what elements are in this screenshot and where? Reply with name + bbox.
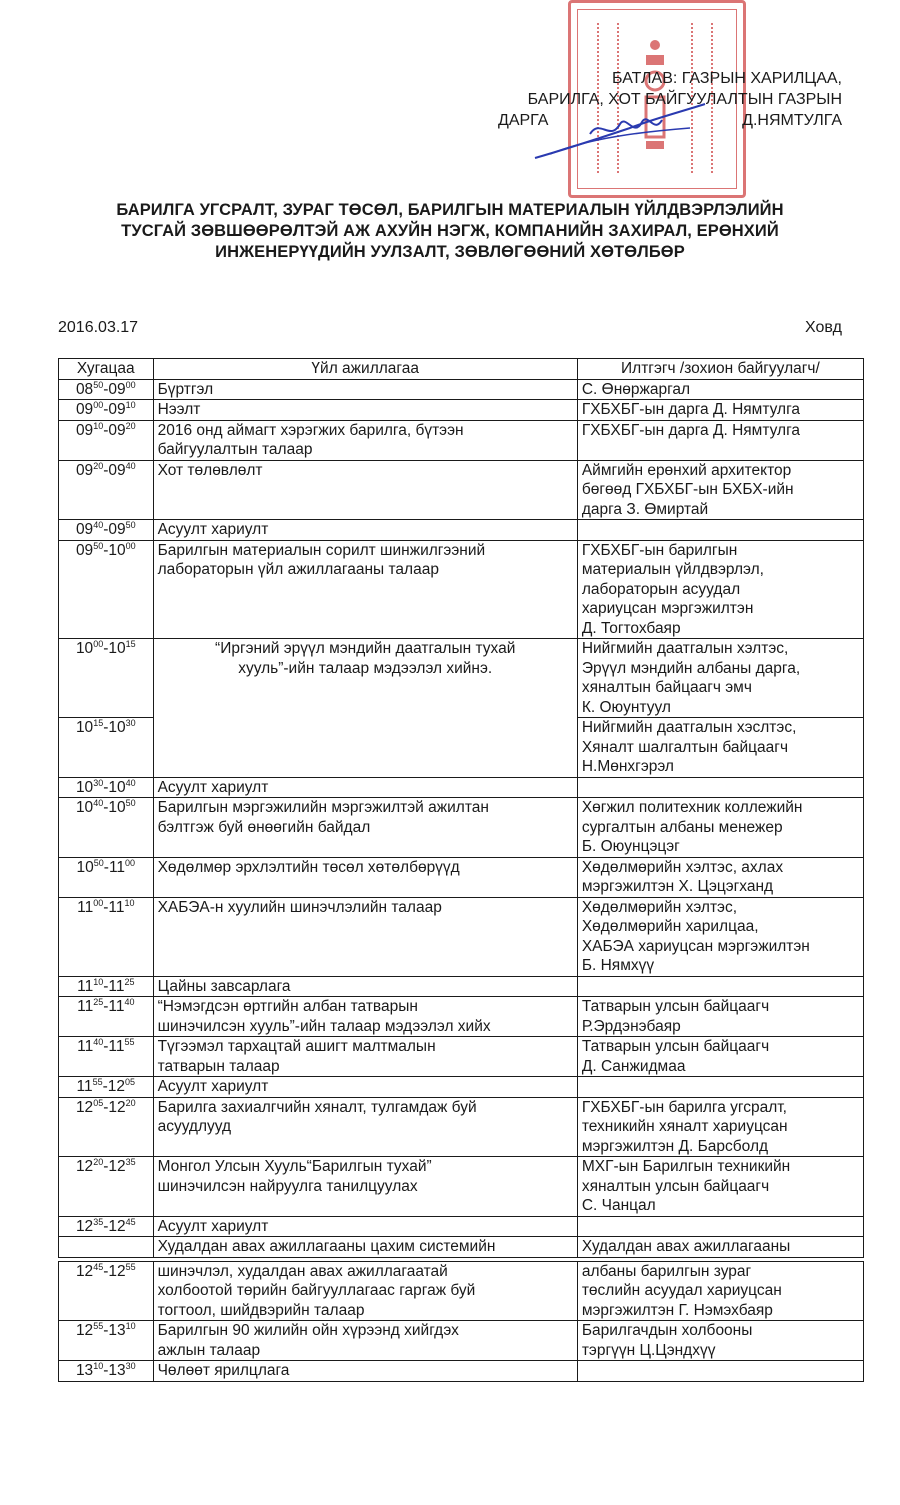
time-cell <box>59 1077 154 1098</box>
presenter-cell-line: Д. Санжидмаа <box>581 1057 686 1075</box>
time-cell <box>59 1037 154 1077</box>
time-end-hour: 09 <box>108 521 126 538</box>
activity-cell-line: шинэчлэл, худалдан авах ажиллагаатай <box>157 1262 448 1280</box>
time-cell <box>59 1361 154 1382</box>
presenter-cell <box>577 400 863 421</box>
presenter-cell-line: бөгөөд ГХБХБГ-ын БХБХ-ийн <box>581 481 794 498</box>
time-end-hour: 11 <box>108 858 126 876</box>
activity-cell-line: асуудлууд <box>157 1118 232 1135</box>
presenter-cell-line: Татварын улсын байцаагч <box>581 1038 770 1055</box>
time-end-minute: 10 <box>125 1321 136 1331</box>
table-row <box>59 777 864 798</box>
presenter-cell-line: Нийгмийн даатгалын хэслтэс, <box>581 719 797 736</box>
table-row <box>59 460 864 520</box>
activity-cell-line: лабораторын үйл ажиллагааны талаар <box>157 561 439 578</box>
activity-cell <box>153 460 577 520</box>
time-dash: - <box>103 1158 109 1175</box>
approval-position: ДАРГА <box>498 112 549 129</box>
activity-cell <box>153 1097 577 1157</box>
presenter-cell-line: С. Өнөржаргал <box>581 380 691 398</box>
time-end-minute: 25 <box>124 976 135 987</box>
time-end-minute: 45 <box>125 1216 136 1227</box>
title-line-2: ТУСГАЙ ЗӨВШӨӨРӨЛТЭЙ АЖ АХУЙН НЭГЖ, КОМПАНИЙН ЗАХИРАЛ, ЕРӨНХИЙ <box>121 222 779 240</box>
activity-cell-line: Монгол Улсын Хууль“Барилгын тухай” <box>157 1158 432 1175</box>
presenter-cell-line: ГХБХБГ-ын барилга угсралт, <box>581 1098 787 1116</box>
time-start-hour: 08 <box>75 380 94 398</box>
activity-cell-line: Асуулт хариулт <box>157 778 269 796</box>
presenter-cell-line: хяналтын улсын байцаагч <box>581 1177 770 1195</box>
time-dash: - <box>103 898 109 916</box>
presenter-cell-line: ГХБХБГ-ын дарга Д. Нямтулга <box>581 421 801 439</box>
time-start-hour: 10 <box>75 799 94 816</box>
presenter-cell <box>577 1077 863 1098</box>
time-dash: - <box>103 1217 109 1235</box>
time-start-minute: 10 <box>93 1361 104 1371</box>
presenter-cell-line: дарга З. Өмиртай <box>581 500 709 518</box>
time-start-hour: 10 <box>75 778 94 796</box>
time-cell <box>59 379 154 400</box>
time-start-hour: 11 <box>77 998 94 1015</box>
presenter-cell-line: мэргэжилтэн Д. Барсболд <box>581 1137 769 1155</box>
activity-cell <box>153 1216 577 1237</box>
time-end-minute: 00 <box>125 379 136 390</box>
presenter-cell-line: К. Оюунтуул <box>581 698 671 716</box>
time-end-hour: 09 <box>108 380 126 398</box>
presenter-cell-line: Барилгачдын холбооны <box>581 1322 753 1339</box>
activity-cell-line: Асуулт хариулт <box>157 1078 269 1095</box>
time-end-minute: 20 <box>125 420 136 431</box>
header-activity: Үйл ажиллагаа <box>153 359 577 380</box>
activity-cell-line: Барилга захиалгчийн хяналт, тулгамдаж буй <box>157 1098 477 1116</box>
time-end-minute: 55 <box>125 1261 136 1272</box>
approval-line-3 <box>486 110 842 131</box>
activity-cell-line: Барилгын мэргэжилийн мэргэжилтэй ажилтан <box>157 799 489 816</box>
time-cell <box>59 420 154 460</box>
time-dash: - <box>103 858 109 876</box>
approval-line-2: БАРИЛГА, ХОТ БАЙГУУЛАЛТЫН ГАЗРЫН <box>527 91 842 108</box>
time-cell <box>59 777 154 798</box>
presenter-cell <box>577 520 863 541</box>
presenter-cell-line: Р.Эрдэнэбаяр <box>581 1017 681 1035</box>
presenter-cell <box>577 777 863 798</box>
table-row <box>59 1157 864 1217</box>
activity-cell-line: Барилгын материалын сорилт шинжилгээний <box>157 541 486 559</box>
time-start-hour: 12 <box>75 1158 94 1175</box>
activity-cell <box>153 1361 577 1382</box>
activity-cell-line: Нээлт <box>157 401 201 418</box>
activity-cell-line: Түгээмэл тархацтай ашигт малтмалын <box>157 1038 436 1055</box>
time-end-minute: 40 <box>125 777 136 788</box>
time-cell <box>59 798 154 858</box>
time-start-minute: 35 <box>93 1216 104 1227</box>
activity-cell-line: 2016 онд аймагт хэрэгжих барилга, бүтээн <box>157 421 464 439</box>
time-cell <box>59 1237 154 1258</box>
activity-cell <box>153 1321 577 1361</box>
activity-cell-line: Хөдөлмөр эрхлэлтийн төсөл хөтөлбөрүүд <box>157 858 460 876</box>
presenter-cell-line: албаны барилгын зураг <box>581 1262 752 1280</box>
presenter-cell-line: лабораторын асуудал <box>581 580 741 598</box>
time-cell <box>59 857 154 897</box>
table-row <box>59 1037 864 1077</box>
activity-cell-line: Асуулт хариулт <box>157 521 269 538</box>
presenter-cell <box>577 857 863 897</box>
time-end-hour: 11 <box>108 977 125 995</box>
time-start-hour: 09 <box>75 421 94 439</box>
time-dash: - <box>103 778 109 796</box>
activity-cell-line: Асуулт хариулт <box>157 1217 269 1235</box>
time-end-hour: 11 <box>108 1038 125 1055</box>
document-place: Ховд <box>804 319 842 336</box>
presenter-cell <box>577 1037 863 1077</box>
time-end-hour: 10 <box>108 541 126 559</box>
time-end-hour: 10 <box>108 799 126 816</box>
table-row <box>59 1216 864 1237</box>
time-end-minute: 00 <box>125 540 136 551</box>
time-start-hour: 09 <box>75 541 94 559</box>
presenter-cell-line: Хяналт шалгалтын байцаагч <box>581 738 789 756</box>
table-row <box>59 1237 864 1258</box>
time-end-minute: 10 <box>125 400 136 410</box>
approval-line-1: БАТЛАВ: ГАЗРЫН ХАРИЛЦАА, <box>612 70 842 87</box>
presenter-cell-line: ХАБЭА хариуцсан мэргэжилтэн <box>581 937 810 955</box>
table-header-row <box>59 359 864 380</box>
activity-cell-line: шинэчилсэн хууль”-ийн талаар мэдээлэл хийх <box>157 1017 491 1035</box>
time-end-minute: 10 <box>124 897 135 908</box>
activity-cell-line: Барилгын 90 жилийн ойн хүрээнд хийгдэх <box>157 1322 459 1339</box>
time-start-hour: 10 <box>76 858 94 876</box>
time-start-hour: 13 <box>75 1362 94 1379</box>
presenter-cell-line: МХГ-ын Барилгын техникийн <box>581 1158 791 1175</box>
presenter-cell <box>577 1361 863 1382</box>
table-row <box>59 976 864 997</box>
presenter-cell-line: Н.Мөнхгэрэл <box>581 758 674 775</box>
presenter-cell-line: Б. Оюунцэцэг <box>581 838 680 855</box>
time-cell <box>59 976 154 997</box>
activity-cell <box>153 1037 577 1077</box>
activity-cell-line: Цайны завсарлага <box>157 977 291 995</box>
presenter-cell-line: Хөгжил политехник коллежийн <box>581 799 803 816</box>
presenter-cell-line: Д. Тогтохбаяр <box>581 619 681 637</box>
activity-cell <box>153 520 577 541</box>
presenter-cell <box>577 718 863 778</box>
presenter-cell-line: төслийн асуудал хариуцсан <box>581 1282 782 1299</box>
time-start-hour: 11 <box>77 977 94 995</box>
table-row <box>59 1361 864 1382</box>
time-start-minute: 40 <box>93 1037 104 1047</box>
time-dash: - <box>103 380 109 398</box>
time-start-minute: 55 <box>92 1077 103 1087</box>
time-end-minute: 40 <box>125 460 136 471</box>
time-dash: - <box>103 461 109 479</box>
activity-cell <box>153 1261 577 1321</box>
activity-cell <box>153 420 577 460</box>
table-row <box>59 857 864 897</box>
time-end-minute: 15 <box>125 639 136 649</box>
activity-cell-line: “Иргэний эрүүл мэндийн даатгалын тухай <box>215 640 516 657</box>
time-start-minute: 05 <box>93 1097 104 1108</box>
header-presenter: Илтгэгч /зохион байгуулагч/ <box>577 359 863 380</box>
time-start-minute: 40 <box>93 798 104 808</box>
activity-cell-line: бэлтгэж буй өнөөгийн байдал <box>157 818 371 836</box>
time-dash: - <box>103 1322 109 1339</box>
time-start-minute: 00 <box>93 897 104 908</box>
time-end-minute: 55 <box>124 1037 135 1047</box>
presenter-cell-line: Нийгмийн даатгалын хэлтэс, <box>581 640 789 657</box>
time-start-minute: 50 <box>93 540 104 551</box>
activity-cell-line: Худалдан авах ажиллагааны цахим системийн <box>157 1238 496 1255</box>
time-start-minute: 20 <box>93 460 104 471</box>
time-start-minute: 10 <box>93 976 104 987</box>
time-cell <box>59 1097 154 1157</box>
table-row <box>59 897 864 976</box>
time-dash: - <box>102 1078 108 1095</box>
activity-cell <box>153 639 577 778</box>
time-end-hour: 11 <box>108 998 125 1015</box>
time-end-hour: 13 <box>108 1322 126 1339</box>
activity-cell <box>153 540 577 639</box>
presenter-cell-line: Хөдөлмөрийн харилцаа, <box>581 918 759 935</box>
activity-cell-line: Хот төлөвлөлт <box>157 461 263 479</box>
time-dash: - <box>103 719 109 736</box>
time-start-minute: 50 <box>93 379 104 390</box>
time-start-hour: 12 <box>75 1322 94 1339</box>
time-end-hour: 12 <box>107 1078 126 1095</box>
title-line-3: ИНЖЕНЕРҮҮДИЙН УУЛЗАЛТ, ЗӨВЛӨГӨӨНИЙ ХӨТӨЛБӨР <box>215 243 685 261</box>
activity-cell <box>153 1157 577 1217</box>
table-row <box>59 540 864 639</box>
activity-cell <box>153 400 577 421</box>
time-cell <box>59 400 154 421</box>
table-row <box>59 379 864 400</box>
time-end-hour: 10 <box>108 640 126 657</box>
time-cell <box>59 1261 154 1321</box>
presenter-cell <box>577 379 863 400</box>
presenter-cell-line: мэргэжилтэн Г. Нэмэхбаяр <box>581 1301 773 1319</box>
time-cell <box>59 997 154 1037</box>
time-cell <box>59 1321 154 1361</box>
presenter-cell-line: техникийн хяналт хариуцсан <box>581 1118 788 1135</box>
time-start-minute: 00 <box>93 639 104 649</box>
time-start-minute: 10 <box>93 420 104 431</box>
presenter-cell <box>577 976 863 997</box>
title-line-1: БАРИЛГА УГСРАЛТ, ЗУРАГ ТӨСӨЛ, БАРИЛГЫН МАТЕРИАЛЫН ҮЙЛДВЭРЛЭЛИЙН <box>116 201 784 219</box>
presenter-cell-line: хяналтын байцаагч эмч <box>581 679 752 696</box>
time-end-hour: 12 <box>108 1262 126 1280</box>
presenter-cell-line: Эрүүл мэндийн албаны дарга, <box>581 659 801 677</box>
time-end-minute: 05 <box>125 1077 136 1087</box>
presenter-cell-line: С. Чанцал <box>581 1197 656 1214</box>
time-start-minute: 45 <box>93 1261 104 1272</box>
activity-cell <box>153 857 577 897</box>
time-end-hour: 12 <box>108 1098 126 1116</box>
activity-cell-line: шинэчилсэн найруулга танилцуулах <box>157 1177 418 1195</box>
document-date: 2016.03.17 <box>58 319 139 336</box>
activity-cell-line: хууль”-ийн талаар мэдээлэл хийнэ. <box>238 659 493 677</box>
presenter-cell <box>577 1237 863 1258</box>
activity-cell-line: Чөлөөт ярилцлага <box>157 1362 290 1379</box>
time-start-minute: 30 <box>93 777 104 788</box>
time-start-minute: 55 <box>93 1321 104 1331</box>
time-start-hour: 09 <box>75 521 94 538</box>
table-row <box>59 1097 864 1157</box>
header-time: Хугацаа <box>59 359 154 380</box>
time-start-hour: 09 <box>75 461 94 479</box>
time-start-hour: 10 <box>75 640 94 657</box>
time-cell <box>59 540 154 639</box>
time-cell <box>59 718 154 778</box>
time-start-hour: 10 <box>75 719 94 736</box>
time-end-hour: 13 <box>108 1362 126 1379</box>
time-start-minute: 50 <box>93 857 104 868</box>
activity-cell-line: ажлын талаар <box>157 1341 261 1359</box>
schedule-table <box>58 358 864 1382</box>
time-cell <box>59 520 154 541</box>
time-start-minute: 00 <box>93 400 104 410</box>
time-cell <box>59 460 154 520</box>
time-dash: - <box>103 799 109 816</box>
table-row <box>59 400 864 421</box>
activity-cell <box>153 777 577 798</box>
presenter-cell <box>577 1157 863 1217</box>
document-title <box>0 200 900 263</box>
time-start-minute: 40 <box>93 520 104 530</box>
presenter-cell-line: хариуцсан мэргэжилтэн <box>581 600 754 617</box>
time-end-hour: 10 <box>108 719 126 736</box>
presenter-cell <box>577 1321 863 1361</box>
activity-cell-line: татварын талаар <box>157 1057 280 1075</box>
activity-cell-line: ХАБЭА-н хуулийн шинэчлэлийн талаар <box>157 898 442 916</box>
activity-cell-line: “Нэмэгдсэн өртгийн албан татварын <box>157 998 418 1015</box>
time-cell <box>59 1216 154 1237</box>
activity-cell <box>153 976 577 997</box>
time-start-minute: 20 <box>93 1157 104 1167</box>
time-dash: - <box>103 541 109 559</box>
time-dash: - <box>103 521 109 538</box>
activity-cell-line: холбоотой төрийн байгууллагаас гаргаж буй <box>157 1282 476 1299</box>
time-start-minute: 15 <box>93 718 104 728</box>
presenter-cell <box>577 997 863 1037</box>
presenter-cell-line: Аймгийн ерөнхий архитектор <box>581 461 792 479</box>
time-start-hour: 12 <box>75 1098 94 1116</box>
time-end-minute: 30 <box>125 718 136 728</box>
activity-cell <box>153 1237 577 1258</box>
time-cell <box>59 1157 154 1217</box>
approval-name: Д.НЯМТУЛГА <box>742 112 842 129</box>
time-start-hour: 12 <box>75 1217 94 1235</box>
presenter-cell-line: материалын үйлдвэрлэл, <box>581 561 764 578</box>
time-cell <box>59 639 154 718</box>
presenter-cell <box>577 1216 863 1237</box>
time-end-minute: 40 <box>124 997 135 1007</box>
time-end-hour: 11 <box>108 898 125 916</box>
time-dash: - <box>103 401 109 418</box>
presenter-cell-line: тэргүүн Ц.Цэндхүү <box>581 1341 716 1359</box>
activity-cell-line: Бүртгэл <box>157 380 214 398</box>
activity-cell <box>153 897 577 976</box>
time-dash: - <box>103 640 109 657</box>
table-row <box>59 1077 864 1098</box>
time-start-minute: 25 <box>93 997 104 1007</box>
time-dash: - <box>103 977 109 995</box>
presenter-cell <box>577 798 863 858</box>
presenter-cell-line: Хөдөлмөрийн хэлтэс, ахлах <box>581 858 784 876</box>
table-row <box>59 798 864 858</box>
table-row <box>59 639 864 718</box>
presenter-cell-line: Хөдөлмөрийн хэлтэс, <box>581 898 738 916</box>
time-dash: - <box>103 421 109 439</box>
time-dash: - <box>103 1038 109 1055</box>
time-end-minute: 50 <box>125 520 136 530</box>
presenter-cell-line: Б. Нямхүү <box>581 957 655 974</box>
table-row <box>59 1321 864 1361</box>
time-start-hour: 12 <box>75 1262 94 1280</box>
table-row <box>59 997 864 1037</box>
time-end-hour: 09 <box>108 461 126 479</box>
presenter-cell <box>577 540 863 639</box>
time-end-hour: 12 <box>108 1158 126 1175</box>
time-cell <box>59 897 154 976</box>
presenter-cell-line: ГХБХБГ-ын барилгын <box>581 541 738 559</box>
time-start-hour: 11 <box>76 1078 93 1095</box>
presenter-cell-line: сургалтын албаны менежер <box>581 818 783 836</box>
time-end-minute: 30 <box>125 1361 136 1371</box>
presenter-cell-line: Татварын улсын байцаагч <box>581 998 770 1015</box>
presenter-cell <box>577 1261 863 1321</box>
activity-cell-line: байгуулалтын талаар <box>157 441 313 458</box>
time-end-hour: 09 <box>108 421 126 439</box>
time-dash: - <box>103 1362 109 1379</box>
activity-cell <box>153 1077 577 1098</box>
time-end-hour: 10 <box>108 778 126 796</box>
presenter-cell-line: мэргэжилтэн Х. Цэцэгханд <box>581 878 774 895</box>
time-dash: - <box>103 1098 109 1116</box>
approval-block <box>486 68 842 131</box>
presenter-cell <box>577 639 863 718</box>
time-dash: - <box>103 1262 109 1280</box>
time-end-minute: 20 <box>125 1097 136 1108</box>
presenter-cell-line: ГХБХБГ-ын дарга Д. Нямтулга <box>581 401 801 418</box>
presenter-cell <box>577 460 863 520</box>
activity-cell <box>153 798 577 858</box>
presenter-cell <box>577 1097 863 1157</box>
time-end-hour: 12 <box>108 1217 126 1235</box>
time-end-hour: 09 <box>108 401 126 418</box>
time-end-minute: 50 <box>125 798 136 808</box>
presenter-cell-line: Худалдан авах ажиллагааны <box>581 1238 791 1255</box>
time-end-minute: 35 <box>125 1157 136 1167</box>
presenter-cell <box>577 420 863 460</box>
activity-cell <box>153 997 577 1037</box>
time-end-minute: 00 <box>125 857 136 868</box>
activity-cell <box>153 379 577 400</box>
table-row <box>59 420 864 460</box>
presenter-cell <box>577 897 863 976</box>
activity-cell-line: тогтоол, шийдвэрийн талаар <box>157 1301 365 1319</box>
time-start-hour: 09 <box>75 401 94 418</box>
table-row <box>59 520 864 541</box>
time-dash: - <box>103 998 109 1015</box>
table-row <box>59 1261 864 1321</box>
time-start-hour: 11 <box>77 898 94 916</box>
time-start-hour: 11 <box>77 1038 94 1055</box>
